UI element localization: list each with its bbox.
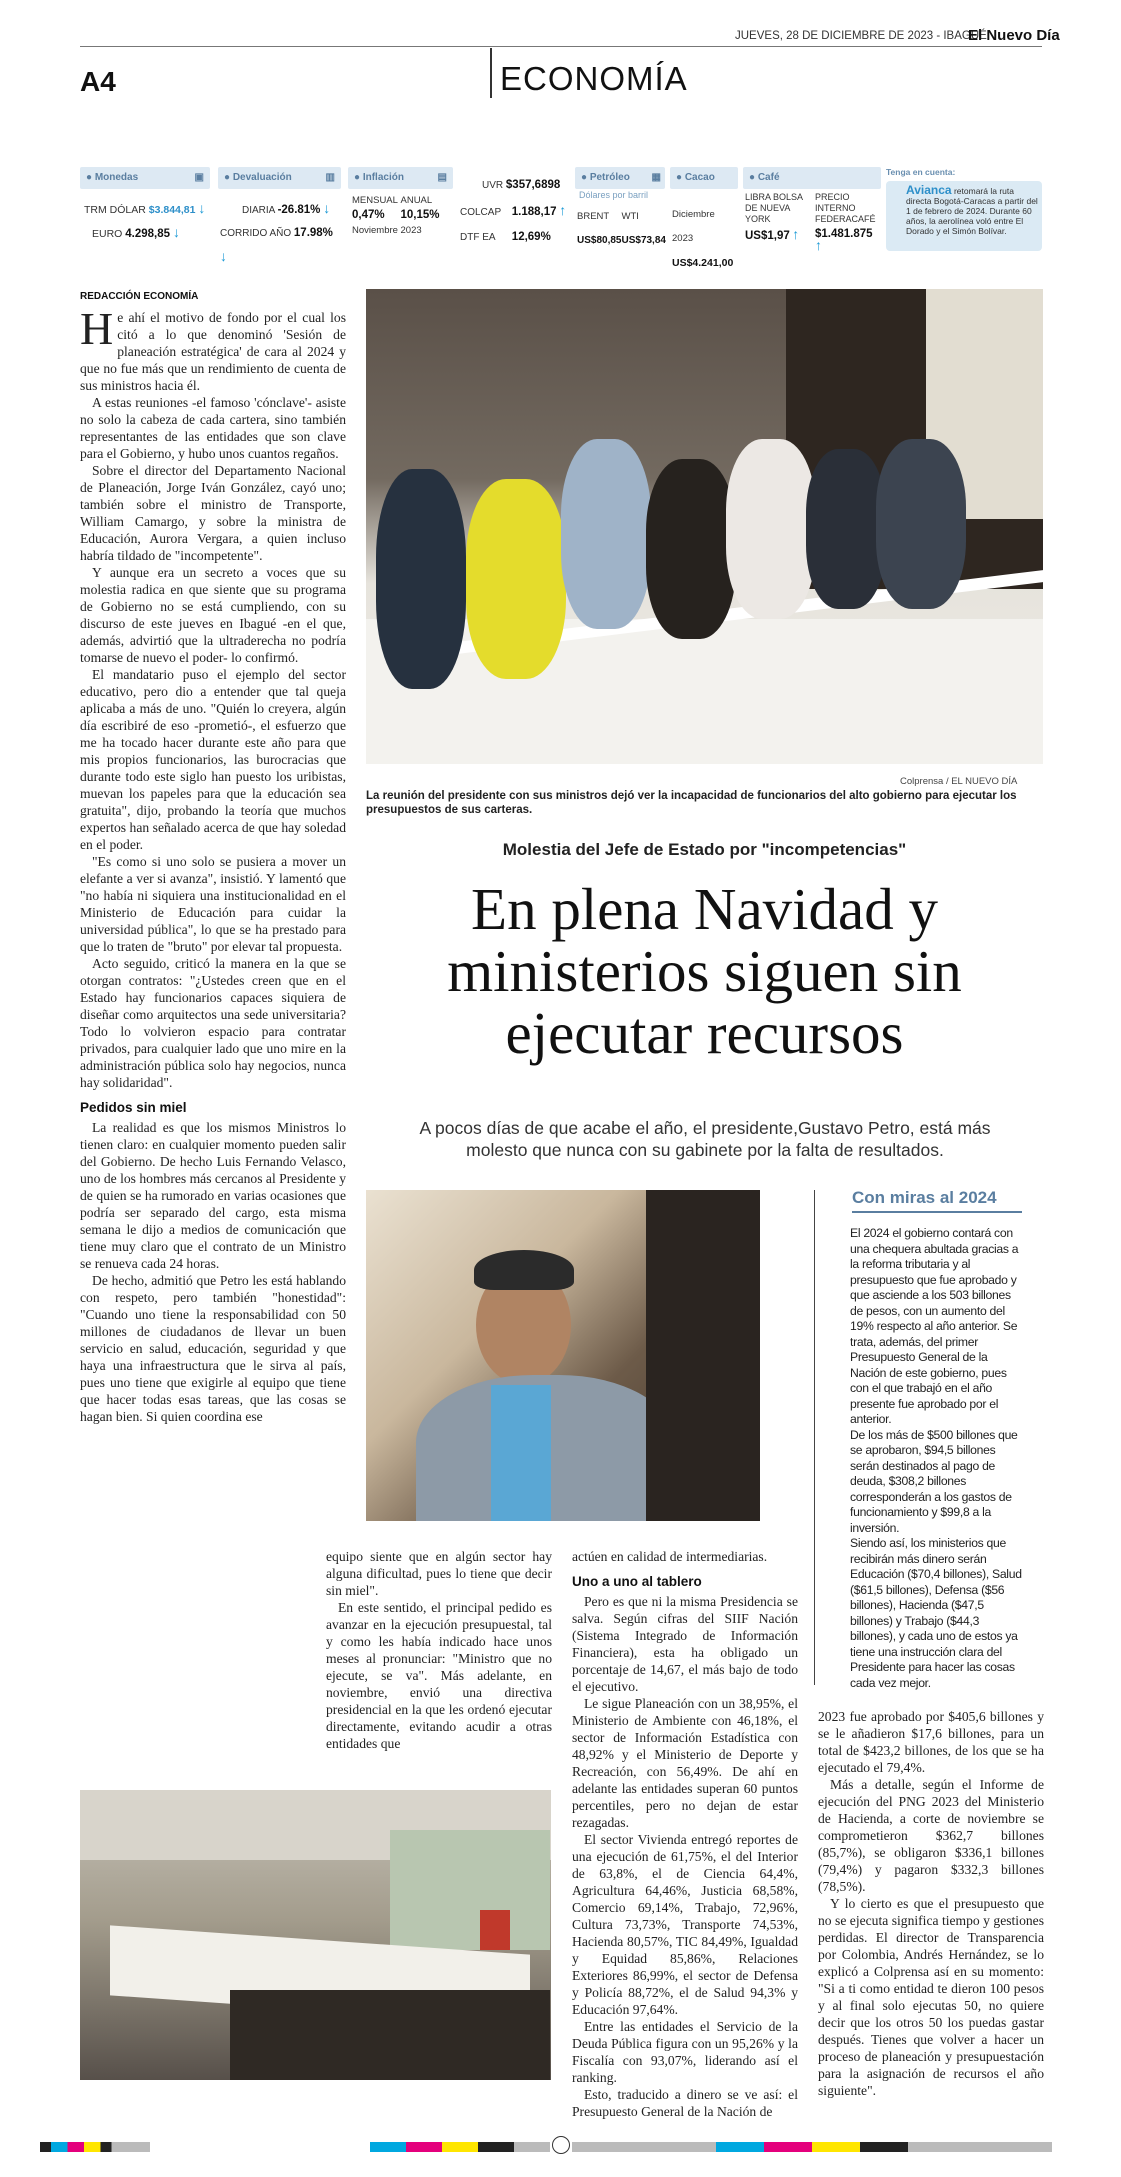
arrow-down-icon: ↓ bbox=[198, 200, 206, 216]
ticker-monedas: ● Monedas ▣ TRM DÓLAR $3.844,81 ↓ EURO 4.298,85 ↓ bbox=[80, 167, 210, 259]
header-rule bbox=[80, 46, 1042, 47]
print-color-bar-left bbox=[40, 2142, 150, 2152]
ticker-cafe: ● Café LIBRA BOLSA DE NUEVA YORK PRECIO INTERNO FEDERACAFÉ US$1,97 ↑ $1.481.875 ↑ bbox=[743, 167, 881, 259]
section-divider bbox=[490, 48, 492, 98]
print-color-bar-mid bbox=[370, 2142, 550, 2152]
ticker-inflacion: ● Inflación ▤ MENSUAL ANUAL 0,47% 10,15% Noviembre 2023 bbox=[348, 167, 453, 259]
barrel-icon: ▦ bbox=[651, 172, 661, 183]
chart-icon: ▥ bbox=[325, 172, 335, 183]
ticker-petroleo: ● Petróleo ▦ Dólares por barril BRENT WTI US$80,85 US$73,84 bbox=[575, 167, 665, 259]
ticker-tenga: Tenga en cuenta: Avianca retomará la ruta directa Bogotá-Caracas a partir del 1 de febrero de 2024. Durante 60 años, la aerolínea voló entre El Dorado y el Simón Bolívar. bbox=[886, 167, 1042, 259]
brand-text: El Nuevo Día bbox=[968, 27, 1060, 44]
cabinet-meeting-photo bbox=[366, 289, 1043, 764]
sidebar-title-rule bbox=[852, 1211, 1022, 1213]
sidebar-rule bbox=[814, 1190, 815, 1685]
arrow-up-icon: ↑ bbox=[559, 202, 567, 218]
sidebar-title: Con miras al 2024 bbox=[852, 1188, 997, 1207]
print-color-bar-right bbox=[572, 2142, 1052, 2152]
headline: En plena Navidad y ministerios siguen sin ejecutar recursos bbox=[447, 876, 962, 1066]
ticker-header: ● Monedas ▣ bbox=[80, 167, 210, 189]
photo-credit: Colprensa / EL NUEVO DÍA bbox=[900, 776, 1018, 787]
photo-caption: La reunión del presidente con sus ministros dejó ver la incapacidad de funcionarios del alto gobierno para ejecutar los presupuestos de sus carteras. bbox=[366, 790, 1017, 816]
subhead: Pedidos sin miel bbox=[80, 1100, 187, 1115]
article-column-3: actúen en calidad de intermediarias. Uno a uno al tablero Pero es que ni la misma Presidencia se salva. Según cifras del SIIF Nación (Sistema Integrado de Información Financiera), esta ha obligado un porcentaje de 14,67, el más bajo de todo el ejecutivo. Le sigue Planeación con un 38,95%, el Ministerio de Ambiente con 46,18%, el sector de Información Estadística con 48,92% y el Ministerio de Deporte y Recreación, con 56,49%. De ahí en adelante las entidades superan 60 puntos percentiles, pero no dejan de estar rezagadas. El sector Vivienda entregó reportes de una ejecución de 61,75%, el del Interior de 63,8%, el de Ciencia 64,4%, Agricultura 64,46%, Justicia 68,58%, Comercio 69,14%, Trabajo, 72,96%, Cultura 73,73%, Transporte 74,53%, Hacienda 80,57%, TIC 84,49%, Igualdad y Equidad 85,86%, Relaciones Exteriores 86,99%, el sector de Defensa y Policía 88,72%, el de Salud 94,3% y Educación 97,64%. Entre las entidades el Servicio de la Deuda Pública figura con un 95,26% y la Fiscalía con 93,07%, liderando así el ranking. Esto, traducido a dinero se ve así: el Presupuesto General de la Nación de bbox=[572, 1549, 798, 2119]
dateline: JUEVES, 28 DE DICIEMBRE DE 2023 - IBAGUÉ bbox=[735, 30, 987, 42]
sidebar-body: El 2024 el gobierno contará con una chequera abultada gracias a la reforma tributaria y al presupuesto que fue aprobado y que asciende a los 503 billones de pesos, con un aumento del 19% respecto al año anterior. Se trata, además, del primer Presupuesto General de la Nación de este gobierno, pues con el que trabajó en el año presente fue aprobado por el anterior. De los más de $500 billones que se aprobaron, $94,5 billones serán destinados al pago de deuda, $308,2 billones corresponderán a los gastos de funcionamiento y $99,8 a la inversión. Siendo así, los ministerios que recibirán más dinero serán Educación ($70,4 billones), Salud ($61,5 billones), Defensa ($56 billones), Hacienda ($47,5 billones) y Trabajo ($44,3 billones), y cada uno de estos ya tiene una instrucción clara del Presidente para hacer las cosas cada vez mejor. bbox=[850, 1226, 1022, 1690]
arrow-up-icon: ↑ bbox=[815, 237, 822, 253]
deck: A pocos días de que acabe el año, el presidente,Gustavo Petro, está más molesto que nunca con su gabinete por la falta de resultados. bbox=[419, 1118, 991, 1160]
ticker-tasas: UVR $357,6898 COLCAP 1.188,17 ↑ DTF EA 12,69% bbox=[460, 179, 567, 243]
meeting-room-photo bbox=[80, 1790, 551, 2080]
arrow-down-icon: ↓ bbox=[323, 200, 331, 216]
arrow-down-icon: ↓ bbox=[172, 224, 180, 240]
arrow-down-icon: ↓ bbox=[220, 248, 227, 264]
kicker: Molestia del Jefe de Estado por "incompetencias" bbox=[502, 840, 907, 859]
ticker-cacao: ● Cacao Diciembre 2023 US$4.241,00 bbox=[670, 167, 738, 259]
section-title: ECONOMÍA bbox=[500, 60, 688, 97]
petro-portrait-photo bbox=[366, 1190, 760, 1521]
article-column-1: He ahí el motivo de fondo por el cual los citó a lo que denominó 'Sesión de planeación estratégica' de cara al 2024 y que no fue más que un rendimiento de cuenta de sus ministros hacia él. A estas reuniones -el famoso 'cónclave'- asiste no solo la cabeza de cada cartera, sino también representantes de las entidades que son clave para el Gobierno, y hubo unos cuantos regaños. Sobre el director del Departamento Nacional de Planeación, Jorge Iván González, cayó uno; también sobre el ministro de Transporte, William Camargo, y sobre la ministra de Educación, Aurora Vergara, a quien incluso habría tildado de "incompetente". Y aunque era un secreto a voces que su molestia radica en que siente que su programa de Gobierno no se está cumpliendo, con su discurso de este jueves en Ibagué -en el que, además, advirtió que la ultraderecha no podría tomarse de nuevo el poder- lo confirmó. El mandatario puso el ejemplo del sector educativo, pero dio a entender que tal queja aplicaba a más de uno. "Quién lo creyera, algún día escribiré de eso -prometió-, el esfuerzo que me ha tocado hacer durante este año para que mis propios funcionarios, las burocracias que durante todo este siglo han puesto los uribistas, muevan los papeles para que la educación sea gratuita", dijo, probando la teoría que muchos expertos han señalado acerca de que hay soledad en el poder. "Es como si uno solo se pusiera a mover un elefante a ver si avanza", insistió. Y lamentó que "no había ni siquiera una institucionalidad en el Ministerio de Educación para cuidar la universidad pública", lo que se ha prestado para que lo traten de "bruto" por elevar tal propuesta. Acto seguido, criticó la manera en la que se otorgan contratos: "¿Ustedes creen que en el Estado hay funcionarios capaces siquiera de diseñar como arquitectos una sede universitaria? Todo lo volvieron espacio para contratar privados, para cualquier lado que uno mire en la administración pública solo hay negocios, nunca hay solidaridad". Pedidos sin miel La realidad es que los mismos Ministros lo tienen claro: en cualquier momento pueden salir del Gobierno. De hecho Luis Fernando Velasco, uno de los hombres más cercanos al Presidente y de quien se ha rumorado en varias ocasiones que podría ser separado del cargo, esta misma semana le dijo a medios de comunicación que tiene muy claro que el contrato de un Ministro se renueva cada 24 horas. De hecho, admitió que Petro les está hablando con respeto, pero también "honestidad": "Cuando uno tiene la responsabilidad con 50 millones de ciudadanos de llevar un buen servicio en salud, educación, seguridad y que haya una infraestructura que le sirva al país, pues uno tiene que exigirle al equipo que tiene que hacer todas esas tareas, que las cosas se hagan bien. Si quien coordina ese bbox=[80, 309, 346, 1424]
market-ticker bbox=[80, 167, 1042, 269]
brand-logo bbox=[968, 27, 1060, 44]
currency-icon: ▣ bbox=[194, 172, 204, 183]
byline: REDACCIÓN ECONOMÍA bbox=[80, 291, 199, 302]
article-column-4: 2023 fue aprobado por $405,6 billones y se le añadieron $17,6 billones, para un total de $423,2 billones, de los que se ha ejecutado el 79,4%. Más a detalle, según el Informe de ejecución del PNG 2023 del Ministerio de Hacienda, a corte de noviembre se comprometieron $362,7 billones (85,7%), se obligaron $336,1 billones (79,4%) y pagaron $332,3 billones (78,5%). Y lo cierto es que el presupuesto que no se ejecuta significa tiempo y gestiones perdidas. El director de Transparencia por Colombia, Andrés Hernández, se lo explicó a Colprensa así en su momento: "Si a ti como entidad te dieron 100 pesos y al final solo ejecutas 50, no quiere decir que los otros 50 los puedas gastar después. Tienes que volver a hacer un proceso de planeación y presupuestación para la asignación de recursos el año siguiente". bbox=[818, 1709, 1044, 2098]
page-number: A4 bbox=[80, 66, 116, 97]
subhead: Uno a uno al tablero bbox=[572, 1574, 702, 1589]
arrow-up-icon: ↑ bbox=[792, 226, 800, 242]
article-column-2: equipo siente que en algún sector hay alguna dificultad, pues lo tiene que decir sin miel". En este sentido, el principal pedido es avanzar en la ejecución presupuestal, tal y como les había indicado hace unos meses al pronunciar: "Ministro que no ejecute, se va". Más adelante, en noviembre, envió una directiva presidencial en la que les ordenó ejecutar directamente, evitando acudir a otras entidades que bbox=[326, 1549, 552, 1751]
bag-icon: ▤ bbox=[437, 172, 447, 183]
ticker-devaluacion: ● Devaluación ▥ DIARIA -26.81% ↓ CORRIDO AÑO 17.98% ↓ bbox=[218, 167, 341, 259]
drop-cap: H bbox=[80, 309, 114, 354]
registration-mark-icon bbox=[552, 2136, 570, 2154]
